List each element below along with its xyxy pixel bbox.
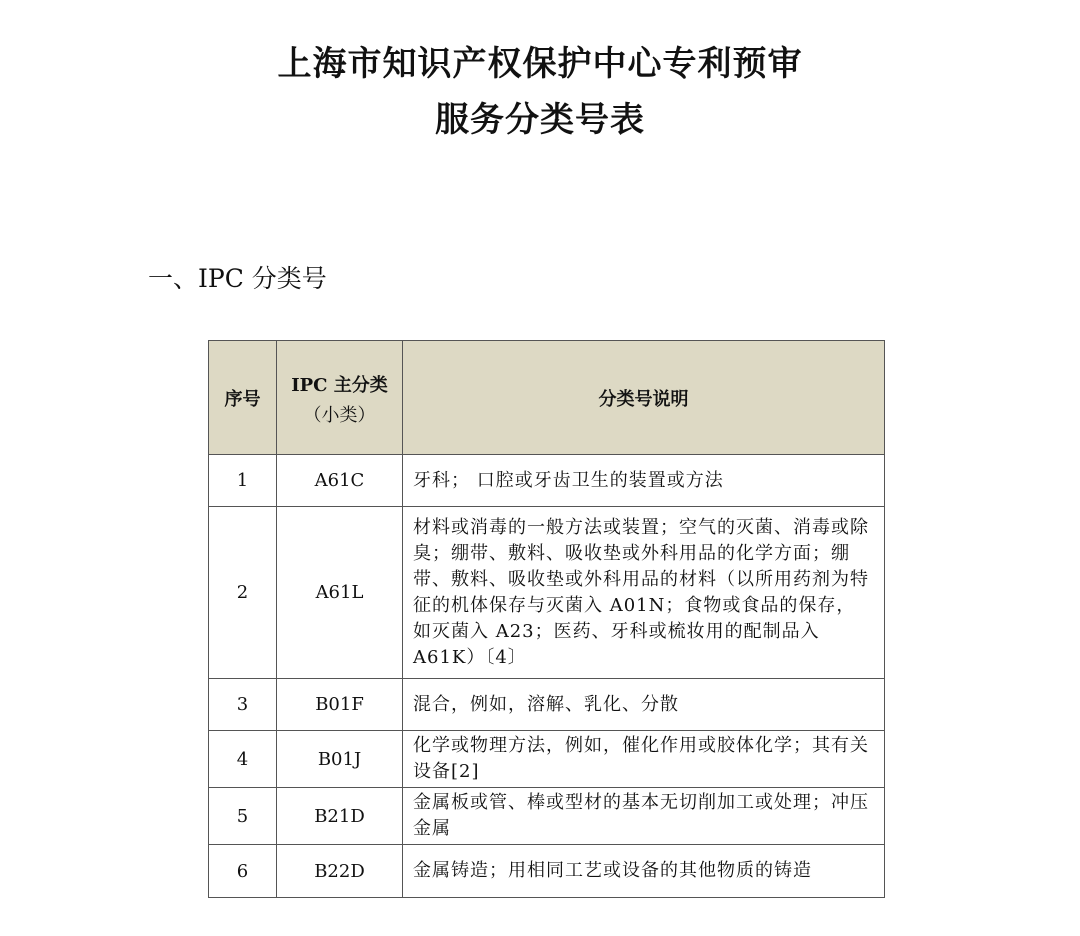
row-seq: 5 — [209, 788, 277, 845]
row-description: 化学或物理方法，例如，催化作用或胶体化学；其有关设备[2] — [403, 731, 885, 788]
row-description: 牙科； 口腔或牙齿卫生的装置或方法 — [403, 455, 885, 507]
row-ipc-code: B21D — [277, 788, 403, 845]
document-title-line-1: 上海市知识产权保护中心专利预审 — [277, 44, 803, 84]
table-row — [209, 788, 885, 845]
header-ipc-sub-label: （小类） — [303, 404, 376, 426]
row-description: 混合，例如，溶解、乳化、分散 — [403, 679, 885, 731]
row-ipc-code: A61L — [277, 507, 403, 679]
table-row — [209, 845, 885, 898]
row-seq: 2 — [209, 507, 277, 679]
header-description: 分类号说明 — [403, 341, 885, 455]
header-seq: 序号 — [209, 341, 277, 455]
document-title-line-2: 服务分类号表 — [435, 100, 645, 140]
table-row — [209, 731, 885, 788]
row-ipc-code: B01F — [277, 679, 403, 731]
row-description: 金属铸造；用相同工艺或设备的其他物质的铸造 — [403, 845, 885, 898]
row-seq: 4 — [209, 731, 277, 788]
row-ipc-code: B22D — [277, 845, 403, 898]
row-seq: 1 — [209, 455, 277, 507]
table-row — [209, 455, 885, 507]
table-row — [209, 679, 885, 731]
table-row — [209, 507, 885, 679]
row-seq: 3 — [209, 679, 277, 731]
table-header-row — [209, 341, 885, 455]
ipc-classification-table — [208, 340, 885, 898]
row-seq: 6 — [209, 845, 277, 898]
header-ipc-main-label: IPC 主分类 — [291, 374, 388, 396]
section-heading: 一、IPC 分类号 — [148, 264, 327, 293]
header-ipc-main-class — [277, 341, 403, 455]
row-ipc-code: B01J — [277, 731, 403, 788]
row-description: 材料或消毒的一般方法或装置；空气的灭菌、消毒或除臭；绷带、敷料、吸收垫或外科用品的化学方面；绷带、敷料、吸收垫或外科用品的材料（以所用药剂为特征的机体保存与灭菌入 A01N；食物或食品的保存，如灭菌入 A23；医药、牙科或梳妆用的配制品入A61K）〔4〕 — [403, 507, 885, 679]
row-ipc-code: A61C — [277, 455, 403, 507]
row-description: 金属板或管、棒或型材的基本无切削加工或处理；冲压金属 — [403, 788, 885, 845]
